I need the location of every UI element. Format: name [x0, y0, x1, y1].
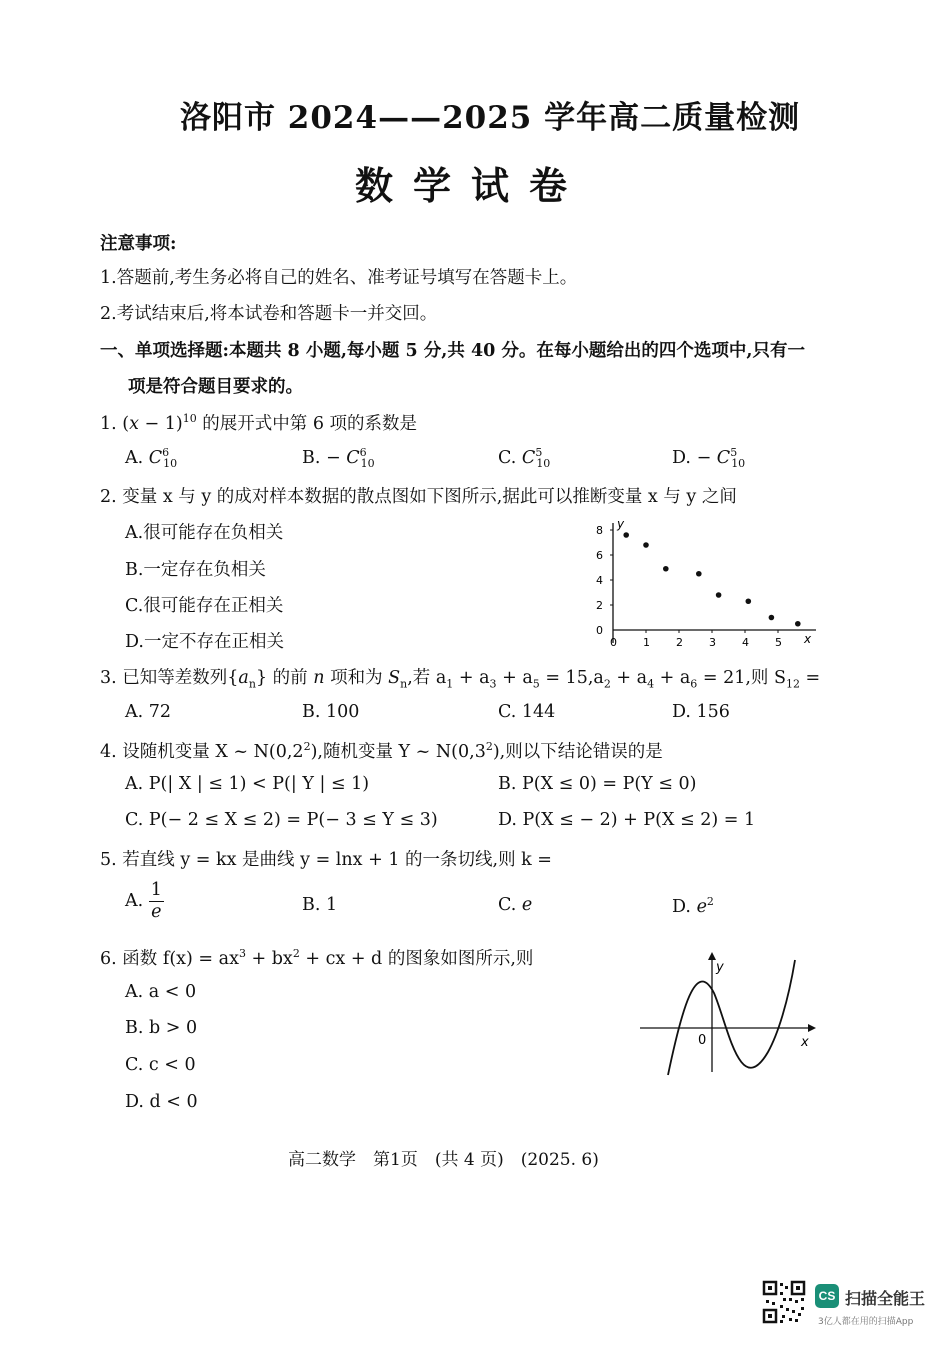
scatter-point	[716, 592, 722, 598]
camscanner-name: 扫描全能王	[845, 1289, 926, 1308]
scatter-point	[769, 615, 775, 621]
scatter-y-label: y	[617, 517, 625, 531]
question-1-option-d: D. − $C^5_{10}$	[672, 446, 746, 471]
question-3-stem: 3. 已知等差数列$\{a_n\}$ 的前 n 项和为 $S_n$,若 $a_1 + a_3 + a_5 = 15,a_2 + a_4 + a_6 = 21$,则 $S_{12}$ =	[100, 668, 821, 691]
exam-subtitle: 数学试卷	[355, 163, 588, 208]
scatter-point	[746, 598, 752, 604]
scatter-x-tick: 4	[742, 636, 749, 649]
question-5-option-c: C. e	[498, 895, 533, 915]
question-1-option-b: B. − $C^6_{10}$	[302, 446, 375, 471]
scatter-y-tick: 0	[596, 624, 603, 637]
scatter-plot	[588, 515, 823, 655]
graph-y-arrow	[708, 952, 716, 960]
page-footer: 高二数学 第1页 (共 4 页) (2025. 6)	[288, 1150, 599, 1170]
section-heading: 一、单项选择题:本题共 8 小题,每小题 5 分,共 40 分。在每小题给出的四个选项中,只有一	[100, 341, 805, 361]
question-2-option-a: A.很可能存在负相关	[125, 523, 284, 543]
scatter-x-tick: 1	[643, 636, 650, 649]
question-2-option-d: D.一定不存在正相关	[125, 632, 284, 652]
scatter-point	[643, 542, 649, 548]
scatter-x-tick: 3	[709, 636, 716, 649]
question-5-stem: 5. 若直线 y = kx 是曲线 y = lnx + 1 的一条切线,则 k =	[100, 850, 552, 870]
graph-origin-label: 0	[698, 1033, 707, 1048]
section-heading-cont: 项是符合题目要求的。	[128, 377, 303, 397]
question-4-stem: 4. 设随机变量 X ~ $N(0,2^2)$,随机变量 Y ~ $N(0,3^2)$,则以下结论错误的是	[100, 740, 663, 762]
notice-item: 1.答题前,考生务必将自己的姓名、准考证号填写在答题卡上。	[100, 268, 578, 288]
question-6-option-d: D. d < 0	[125, 1092, 198, 1112]
question-5-option-b: B. 1	[302, 895, 338, 915]
scatter-y-tick: 4	[596, 574, 603, 587]
scatter-point	[696, 571, 702, 577]
question-1-option-a: A. $C^6_{10}$	[125, 446, 178, 471]
question-3-option-c: C. 144	[498, 702, 556, 722]
scatter-point	[795, 621, 801, 627]
scatter-y-tick: 2	[596, 599, 603, 612]
question-4-option-b: B. P(X ≤ 0) = P(Y ≤ 0)	[498, 774, 697, 794]
cubic-function-graph	[638, 948, 822, 1078]
question-6-stem: 6. 函数 $f(x) = ax^3 + bx^2$ + cx + d 的图象如图所示,则	[100, 947, 534, 969]
question-2-stem: 2. 变量 x 与 y 的成对样本数据的散点图如下图所示,据此可以推断变量 x 与 y 之间	[100, 487, 737, 507]
camscanner-tagline: 3亿人都在用的扫描App	[818, 1317, 914, 1327]
question-3-option-a: A. 72	[125, 702, 172, 722]
camscanner-logo-icon: CS	[815, 1284, 839, 1308]
question-5-option-d: D. $e^2$	[672, 895, 714, 917]
question-6-option-a: A. a < 0	[125, 982, 197, 1002]
question-2-option-b: B.一定存在负相关	[125, 560, 266, 580]
question-2-option-c: C.很可能存在正相关	[125, 596, 284, 616]
scatter-x-tick: 0	[610, 636, 617, 649]
graph-curve	[668, 960, 795, 1075]
question-4-option-a: A. P(| X | ≤ 1) < P(| Y | ≤ 1)	[125, 774, 370, 794]
graph-x-label: x	[801, 1035, 809, 1050]
question-4-option-d: D. P(X ≤ − 2) + P(X ≤ 2) = 1	[498, 810, 756, 830]
graph-x-arrow	[808, 1024, 816, 1032]
exam-title: 洛阳市 2024——2025 学年高二质量检测	[180, 100, 801, 136]
question-6-option-b: B. b > 0	[125, 1018, 198, 1038]
notice-heading: 注意事项:	[100, 234, 177, 254]
scatter-x-label: x	[804, 632, 812, 646]
scatter-point	[623, 532, 629, 538]
scatter-y-tick: 8	[596, 524, 603, 537]
question-5-option-a: A. $\frac{1}{e}$	[125, 880, 162, 922]
question-1-stem: 1. $(x - 1)^{10}$ 的展开式中第 6 项的系数是	[100, 412, 418, 434]
scatter-y-tick: 6	[596, 549, 603, 562]
question-4-option-c: C. P(− 2 ≤ X ≤ 2) = P(− 3 ≤ Y ≤ 3)	[125, 810, 438, 830]
graph-y-label: y	[716, 960, 724, 975]
scatter-point	[663, 566, 669, 572]
scatter-x-tick: 2	[676, 636, 683, 649]
scatter-x-tick: 5	[775, 636, 782, 649]
question-3-option-d: D. 156	[672, 702, 730, 722]
notice-item: 2.考试结束后,将本试卷和答题卡一并交回。	[100, 304, 438, 324]
question-3-option-b: B. 100	[302, 702, 360, 722]
question-6-option-c: C. c < 0	[125, 1055, 196, 1075]
qr-code-icon	[762, 1280, 806, 1324]
question-1-option-c: C. $C^5_{10}$	[498, 446, 551, 471]
